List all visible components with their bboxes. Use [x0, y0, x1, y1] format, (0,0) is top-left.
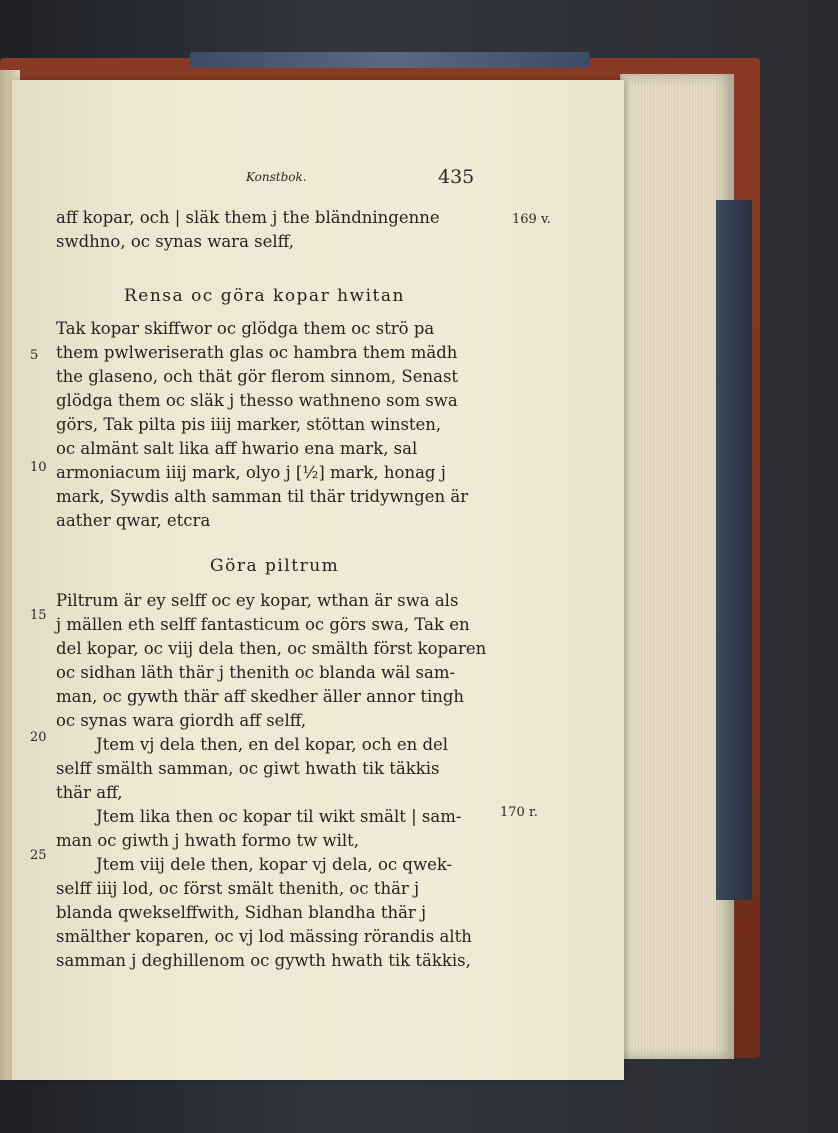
text-line: del kopar, oc viij dela then, oc smälth först koparen — [56, 639, 487, 658]
section-heading: Rensa oc göra kopar hwitan — [124, 286, 405, 306]
text-line: them pwlweriserath glas oc hambra them mädh — [56, 343, 458, 362]
text-line: samman j deghillenom oc gywth hwath tik täkkis, — [56, 951, 471, 970]
text-line: glödga them oc släk j thesso wathneno som swa — [56, 391, 458, 410]
text-line: oc almänt salt lika aff hwario ena mark, sal — [56, 439, 418, 458]
line-number-20: 20 — [30, 730, 47, 745]
text-line: the glaseno, och thät gör flerom sinnom, Senast — [56, 367, 459, 386]
text-line: swdhno, oc synas wara selff, — [56, 232, 295, 251]
text-line: görs, Tak pilta pis iiij marker, stöttan winsten, — [56, 415, 442, 434]
margin-note-169v: 169 v. — [512, 212, 551, 227]
text-line: oc synas wara giordh aff selff, — [56, 711, 307, 730]
text-line: Tak kopar skiffwor oc glödga them oc strö pa — [56, 319, 435, 338]
running-head: Konstbok. — [246, 170, 307, 184]
text-line: selff smälth samman, oc giwt hwath tik täkkis — [56, 759, 440, 778]
text-line: thär aff, — [56, 783, 123, 802]
text-line: Jtem vj dela then, en del kopar, och en del — [96, 735, 449, 754]
text-line: j mällen eth selff fantasticum oc görs swa, Tak en — [56, 615, 470, 634]
text-line: Piltrum är ey selff oc ey kopar, wthan är swa als — [56, 591, 459, 610]
line-number-15: 15 — [30, 608, 47, 623]
text-line: mark, Sywdis alth samman til thär tridywngen är — [56, 487, 469, 506]
text-line: man, oc gywth thär aff skedher äller annor tingh — [56, 687, 465, 706]
text-line: aather qwar, etcra — [56, 511, 211, 530]
text-line: Jtem viij dele then, kopar vj dela, oc qwek- — [96, 855, 453, 874]
text-line: aff kopar, och | släk them j the bländningenne — [56, 208, 440, 227]
text-line: oc sidhan läth thär j thenith oc blanda wäl sam- — [56, 663, 456, 682]
book-cover-edge — [716, 200, 752, 900]
text-line: smälther koparen, oc vj lod mässing rörandis alth — [56, 927, 472, 946]
line-number-25: 25 — [30, 848, 47, 863]
text-line: selff iiij lod, oc först smält thenith, oc thär j — [56, 879, 420, 898]
line-number-10: 10 — [30, 460, 47, 475]
text-line: blanda qwekselffwith, Sidhan blandha thär j — [56, 903, 427, 922]
margin-note-170r: 170 r. — [500, 805, 538, 820]
line-number-5: 5 — [30, 348, 39, 363]
book-spine-top — [190, 52, 590, 68]
text-line: man oc giwth j hwath formo tw wilt, — [56, 831, 359, 850]
text-line: Jtem lika then oc kopar til wikt smält | sam- — [96, 807, 462, 826]
section-heading: Göra piltrum — [210, 556, 340, 576]
text-line: armoniacum iiij mark, olyo j [½] mark, honag j — [56, 463, 446, 482]
page-number: 435 — [438, 166, 475, 188]
